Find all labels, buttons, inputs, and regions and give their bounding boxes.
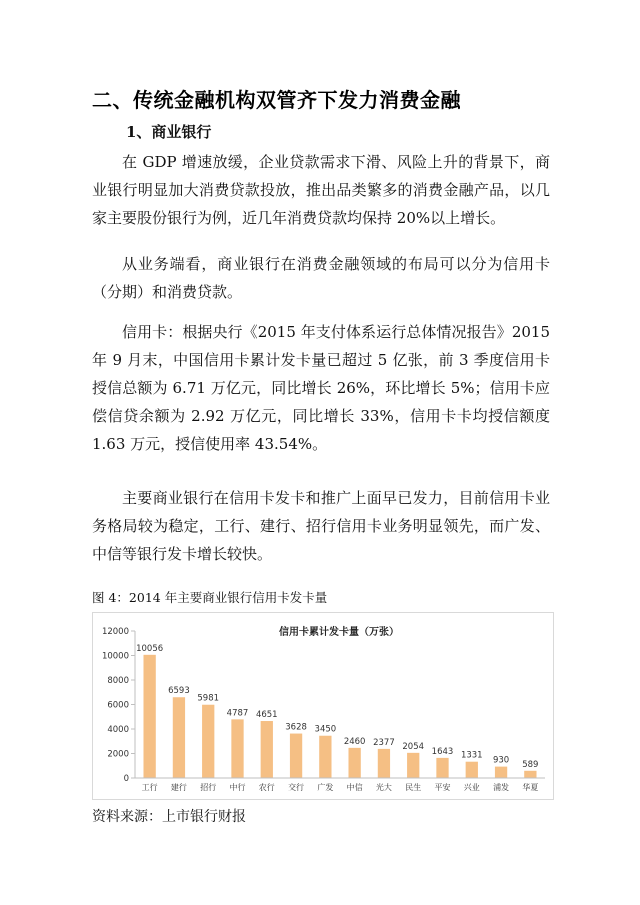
bar: [261, 721, 273, 778]
x-tick-label: 农行: [258, 783, 275, 792]
bar: [173, 697, 185, 778]
bar: [407, 753, 419, 778]
data-label: 10056: [136, 643, 164, 654]
x-tick-label: 华夏: [522, 783, 539, 792]
bar: [290, 734, 302, 778]
bar: [495, 767, 507, 778]
data-label: 2054: [402, 741, 425, 752]
x-tick-label: 建行: [170, 783, 187, 792]
data-label: 3628: [285, 722, 307, 733]
bar: [466, 762, 478, 778]
data-label: 2460: [343, 736, 366, 747]
x-tick-label: 招行: [200, 783, 217, 792]
x-tick-label: 浦发: [493, 783, 510, 792]
data-label: 2377: [373, 737, 395, 748]
bar: [348, 748, 360, 778]
y-tick-label: 10000: [101, 651, 129, 662]
y-tick-label: 0: [123, 774, 129, 784]
y-tick-label: 2000: [107, 749, 129, 760]
x-tick-label: 平安: [434, 783, 451, 792]
y-tick-label: 4000: [107, 725, 129, 735]
x-tick-label: 兴业: [463, 783, 480, 792]
x-tick-label: 光大: [375, 783, 392, 792]
bar: [378, 749, 390, 778]
x-tick-label: 中行: [229, 783, 246, 792]
x-tick-label: 工行: [141, 783, 158, 792]
y-tick-label: 8000: [107, 676, 129, 686]
source-note: 资料来源：上市银行财报: [92, 809, 246, 825]
data-label: 930: [492, 755, 510, 766]
chart-canvas: [93, 613, 553, 799]
paragraph-bank-landscape: 主要商业银行在信用卡发卡和推广上面早已发力，目前信用卡业务格局较为稳定，工行、建行、招行信用卡业务明显领先，而广发、中信等银行发卡增长较快。: [92, 489, 550, 563]
x-axis: [135, 778, 545, 792]
data-label: 6593: [168, 686, 190, 697]
x-tick-label: 广发: [317, 783, 334, 792]
chart-title: 信用卡累计发卡量（万张）: [279, 627, 399, 638]
bar: [319, 736, 331, 778]
data-label: 4651: [255, 710, 278, 721]
bar-series: [136, 644, 538, 778]
paragraph-credit-card-stats: 信用卡：根据央行《2015 年支付体系运行总体情况报告》2015 年 9 月末，中国信用卡累计发卡量已超过 5 亿张，前 3 季度信用卡授信总额为 6.71 万亿元，同比增长 26%，环比增长 5%；信用卡应偿信贷余额为 2.92 万亿元，同比增长 33%，信用卡卡均授信额度 1.63 万元，授信使用率 43.54%。: [92, 323, 550, 453]
bar: [436, 758, 448, 778]
data-label: 1643: [431, 746, 454, 757]
x-tick-label: 民生: [405, 783, 422, 792]
y-tick-label: 6000: [107, 700, 129, 711]
paragraph-business-layout: 从业务端看，商业银行在消费金融领域的布局可以分为信用卡（分期）和消费贷款。: [92, 255, 550, 301]
data-label: 1331: [460, 750, 483, 761]
paragraph-consumer-loans: 在 GDP 增速放缓，企业贷款需求下滑、风险上升的背景下，商业银行明显加大消费贷款投放，推出品类繁多的消费金融产品，以几家主要股份银行为例，近几年消费贷款均保持 20%以上增长。: [92, 153, 550, 227]
bar: [524, 771, 536, 778]
x-tick-label: 交行: [288, 783, 305, 792]
credit-card-issuance-chart: [92, 612, 554, 800]
bar: [202, 705, 214, 778]
bar: [231, 719, 243, 778]
figure-caption: 图 4：2014 年主要商业银行信用卡发卡量: [92, 590, 328, 605]
data-label: 5981: [197, 693, 220, 704]
subsection-heading: 1、商业银行: [126, 123, 212, 141]
x-tick-label: 中信: [346, 783, 363, 792]
section-heading: 二、传统金融机构双管齐下发力消费金融: [92, 88, 461, 112]
data-label: 589: [522, 759, 539, 770]
bar: [143, 655, 155, 778]
y-axis: [102, 627, 135, 784]
data-label: 4787: [226, 708, 249, 719]
data-label: 3450: [314, 724, 337, 735]
y-tick-label: 12000: [101, 627, 129, 637]
